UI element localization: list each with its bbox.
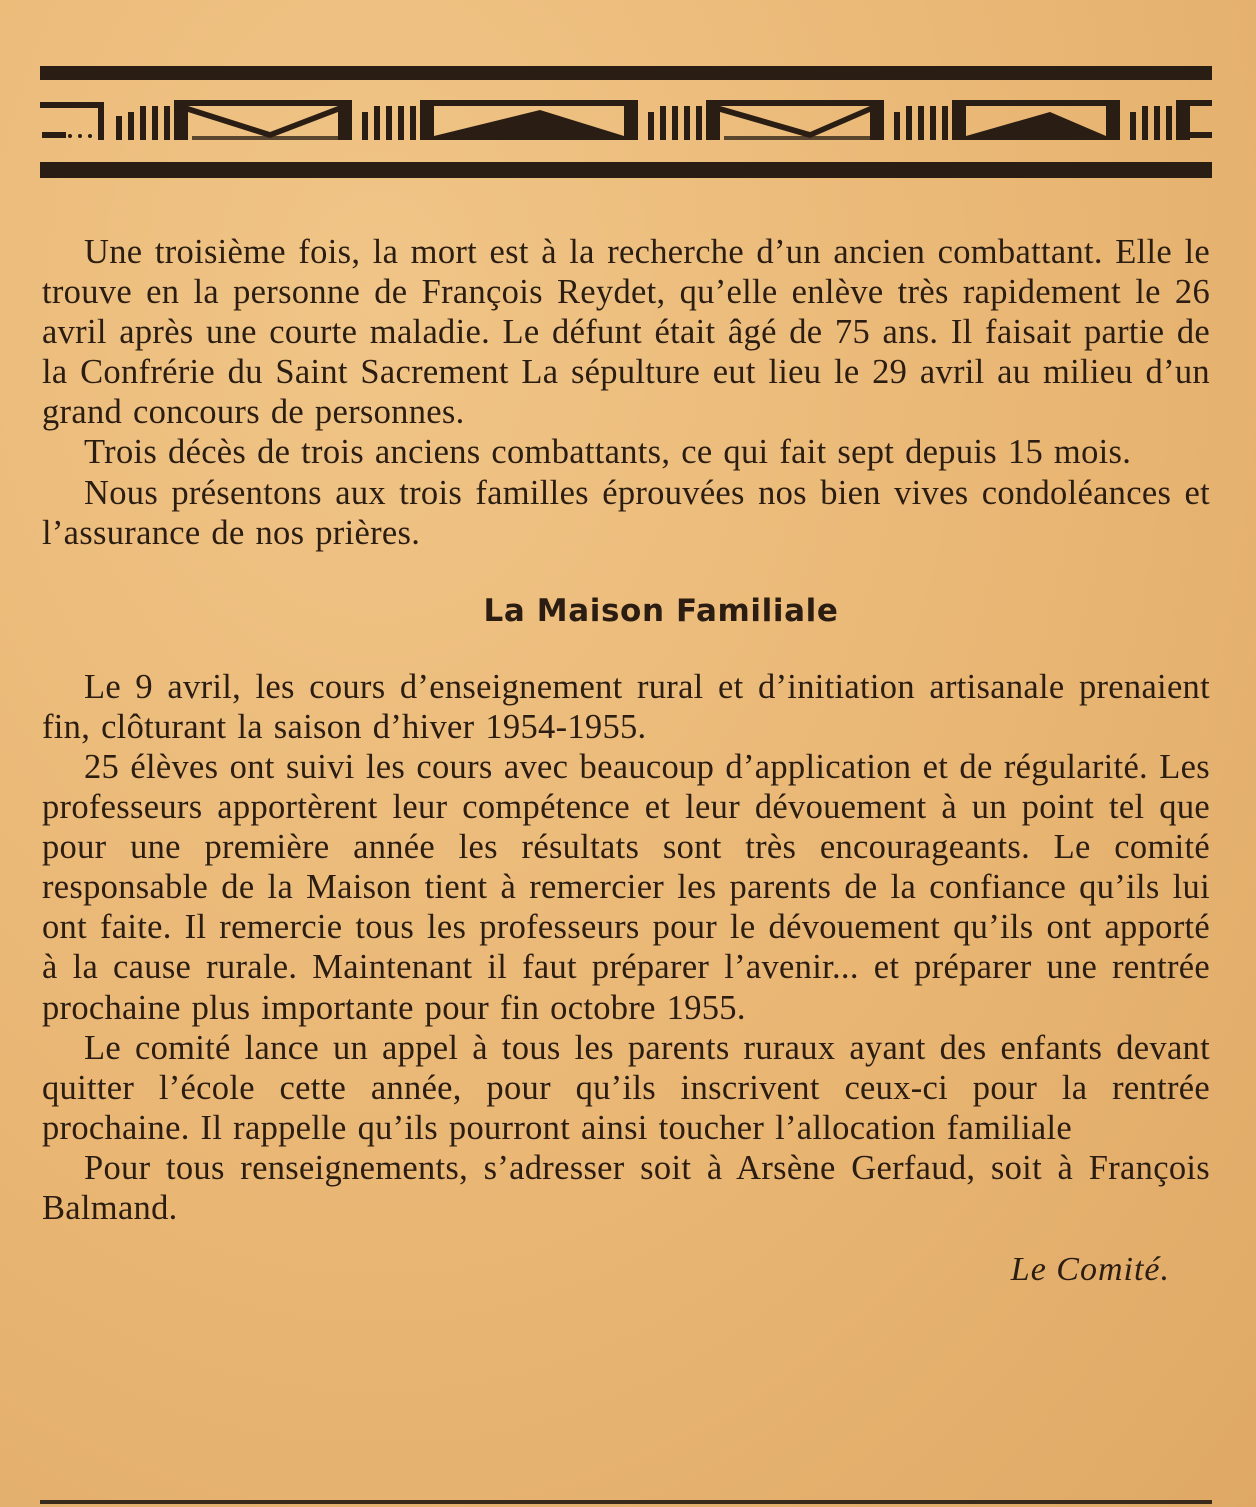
bottom-rule <box>40 1500 1212 1504</box>
section-title: La Maison Familiale <box>483 592 839 629</box>
decorative-border-icon <box>40 66 1212 178</box>
article-body <box>42 232 1210 1290</box>
paragraph: 25 élèves ont suivi les cours avec beaucoup d’application et de régularité. Les professeurs apportèrent leur compétence et leur dévouement à un point tel que pour une première année les résultats sont très encourageants. Le comité responsable de la Maison tient à remercier les parents de la confiance qu’ils lui ont faite. Il remercie tous les professeurs pour le dévouement qu’ils ont apporté à la cause rurale. Maintenant il faut préparer l’avenir... et préparer une rentrée prochaine plus importante pour fin octobre 1955. <box>42 747 1210 1027</box>
paragraph: Le comité lance un appel à tous les parents ruraux ayant des enfants devant quitter l’école cette année, pour qu’ils inscrivent ceux-ci pour la rentrée prochaine. Il rappelle qu’ils pourront ainsi toucher l’allocation familiale <box>42 1028 1210 1147</box>
paragraph: Nous présentons aux trois familles éprouvées nos bien vives condoléances et l’assurance de nos prières. <box>42 473 1210 552</box>
paragraph: Trois décès de trois anciens combattants, ce qui fait sept depuis 15 mois. <box>84 433 1132 472</box>
paragraph: Une troisième fois, la mort est à la recherche d’un ancien combattant. Elle le trouve en la personne de François Reydet, qu’elle enlève très rapidement le 26 avril après une courte maladie. Le défunt était âgé de 75 ans. Il faisait partie de la Confrérie du Saint Sacrement La sépulture eut lieu le 29 avril au milieu d’un grand concours de personnes. <box>42 233 1210 432</box>
paragraph: Le 9 avril, les cours d’enseignement rural et d’initiation artisanale prenaient fin, clôturant la saison d’hiver 1954-1955. <box>42 667 1210 746</box>
signature: Le Comité. <box>1010 1251 1170 1289</box>
paragraph: Pour tous renseignements, s’adresser soit à Arsène Gerfaud, soit à François Balmand. <box>42 1148 1210 1227</box>
